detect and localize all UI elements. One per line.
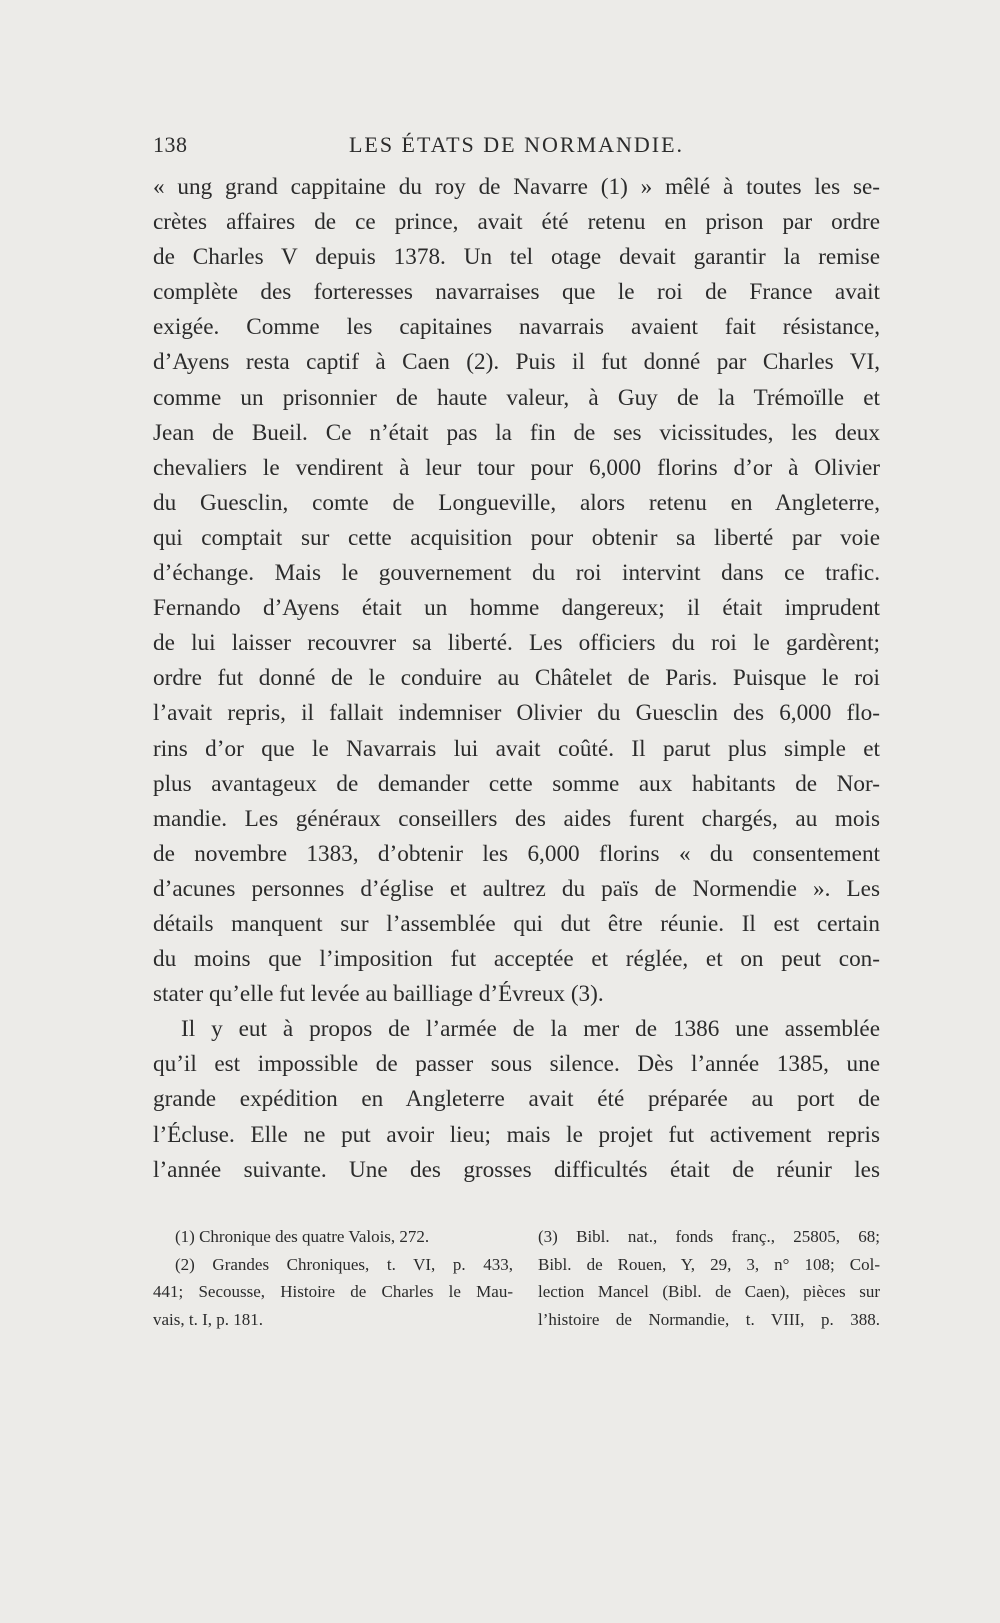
footnote-line: 441; Secousse, Histoire de Charles le Mau-: [153, 1282, 513, 1302]
footnote-line: Bibl. de Rouen, Y, 29, 3, n° 108; Col-: [538, 1254, 880, 1274]
footnotes-right-column: [538, 1223, 880, 1333]
page-number: 138: [153, 132, 188, 157]
page-header: [153, 124, 880, 160]
text-line: grande expédition en Angleterre avait été préparée au port de: [153, 1086, 880, 1113]
text-line: d’acunes personnes d’église et aultrez du païs de Normendie ». Les: [153, 875, 880, 902]
footnote-line: (3) Bibl. nat., fonds franç., 25805, 68;: [538, 1227, 880, 1246]
text-line: Il y eut à propos de l’armée de la mer de 1386 une assemblée: [181, 1016, 880, 1043]
text-line: d’Ayens resta captif à Caen (2). Puis il fut donné par Charles VI,: [153, 349, 880, 376]
body-text: [153, 170, 880, 1188]
running-title: LES ÉTATS DE NORMANDIE.: [348, 132, 685, 157]
text-line: de Charles V depuis 1378. Un tel otage devait garantir la remise: [153, 244, 880, 271]
footnotes: [153, 1223, 880, 1353]
footnote-line: vais, t. I, p. 181.: [153, 1309, 264, 1329]
text-line: détails manquent sur l’assemblée qui dut être réunie. Il est certain: [153, 910, 880, 937]
text-line: comme un prisonnier de haute valeur, à Guy de la Trémoïlle et: [153, 384, 880, 411]
text-line: ordre fut donné de le conduire au Châtelet de Paris. Puisque le roi: [153, 665, 880, 692]
text-line: Fernando d’Ayens était un homme dangereux; il était imprudent: [153, 595, 880, 622]
text-line: plus avantageux de demander cette somme aux habitants de Nor-: [153, 770, 880, 797]
text-line: exigée. Comme les capitaines navarrais avaient fait résistance,: [153, 314, 880, 341]
text-line: complète des forteresses navarraises que le roi de France avait: [153, 279, 880, 306]
footnote-line: lection Mancel (Bibl. de Caen), pièces sur: [538, 1282, 880, 1302]
text-line: crètes affaires de ce prince, avait été retenu en prison par ordre: [153, 209, 880, 236]
text-line: qui comptait sur cette acquisition pour obtenir sa liberté par voie: [153, 524, 880, 551]
footnotes-left-column: [153, 1223, 513, 1333]
text-line: l’avait repris, il fallait indemniser Olivier du Guesclin des 6,000 flo-: [153, 700, 880, 727]
footnote-line: l’histoire de Normandie, t. VIII, p. 388.: [538, 1309, 880, 1329]
text-line: l’Écluse. Elle ne put avoir lieu; mais le projet fut activement repris: [153, 1121, 880, 1148]
text-line: d’échange. Mais le gouvernement du roi intervint dans ce trafic.: [153, 560, 880, 587]
text-line: de novembre 1383, d’obtenir les 6,000 florins « du consentement: [153, 840, 880, 867]
text-line: Jean de Bueil. Ce n’était pas la fin de ses vicissitudes, les deux: [153, 419, 880, 446]
text-line: qu’il est impossible de passer sous silence. Dès l’année 1385, une: [153, 1051, 880, 1078]
text-line: stater qu’elle fut levée au bailliage d’Évreux (3).: [153, 981, 604, 1008]
text-line: du moins que l’imposition fut acceptée et réglée, et on peut con-: [153, 946, 880, 973]
text-line: chevaliers le vendirent à leur tour pour 6,000 florins d’or à Olivier: [153, 454, 880, 481]
footnote-line: (1) Chronique des quatre Valois, 272.: [175, 1227, 430, 1246]
text-line: « ung grand cappitaine du roy de Navarre (1) » mêlé à toutes les se-: [153, 174, 880, 200]
text-line: rins d’or que le Navarrais lui avait coûté. Il parut plus simple et: [153, 735, 880, 762]
text-line: mandie. Les généraux conseillers des aides furent chargés, au mois: [153, 805, 880, 832]
text-line: de lui laisser recouvrer sa liberté. Les officiers du roi le gardèrent;: [153, 630, 880, 657]
footnote-line: (2) Grandes Chroniques, t. VI, p. 433,: [175, 1254, 513, 1274]
text-line: l’année suivante. Une des grosses difficultés était de réunir les: [153, 1156, 880, 1183]
text-line: du Guesclin, comte de Longueville, alors retenu en Angleterre,: [153, 489, 880, 516]
